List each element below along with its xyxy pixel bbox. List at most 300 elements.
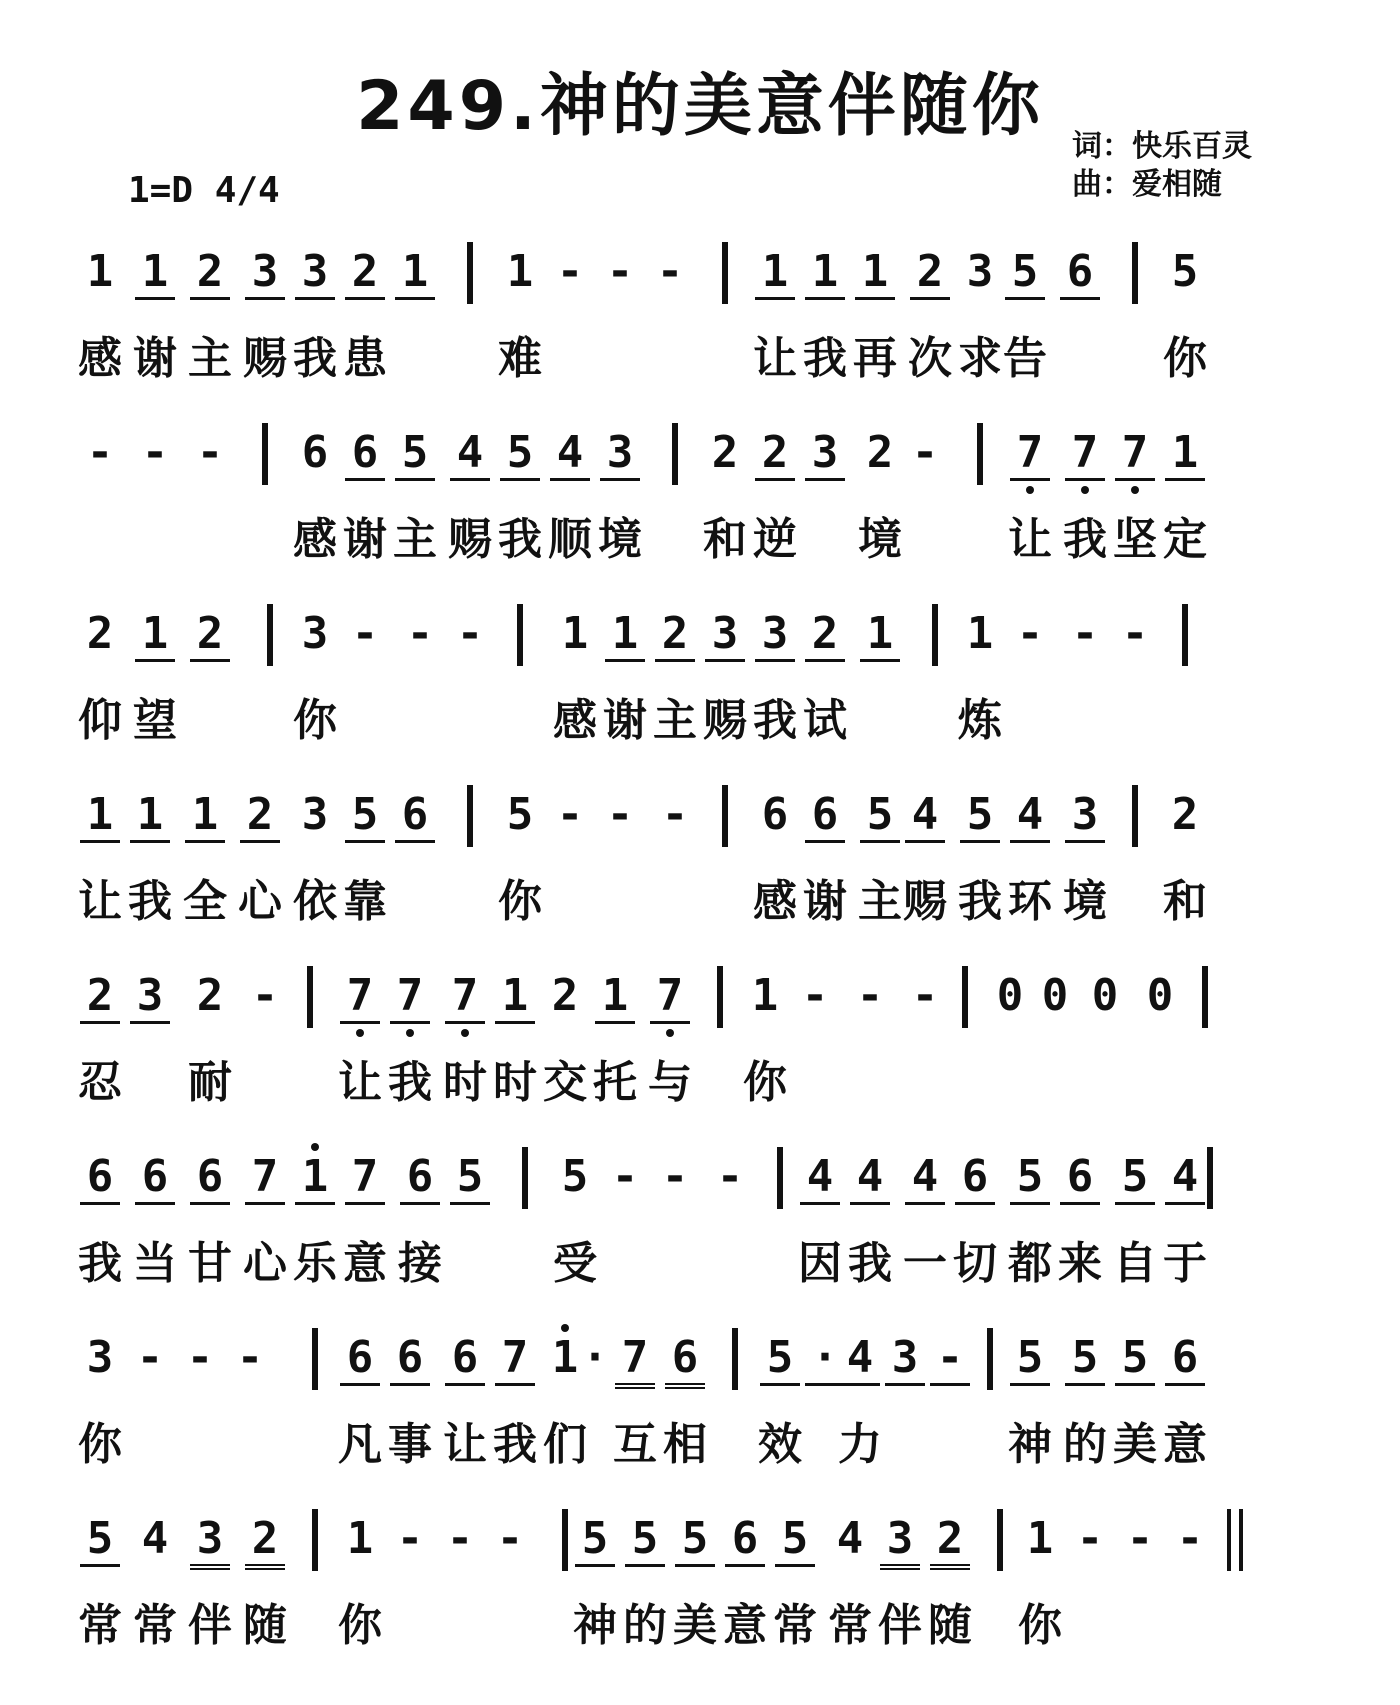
barline	[1202, 966, 1208, 1028]
barline	[467, 785, 473, 847]
dotted-rhythm: ·	[805, 1332, 845, 1386]
lyric-char: 谢	[343, 514, 387, 565]
notes-line	[86, 1328, 1340, 1398]
barline	[1132, 785, 1138, 847]
note: 2	[240, 789, 280, 843]
note: 2	[196, 970, 224, 1021]
note: 1	[855, 246, 895, 300]
note: 6	[1060, 1151, 1100, 1205]
low-octave-dot	[356, 1029, 364, 1037]
note: 4	[141, 1513, 169, 1564]
low-octave-dot	[666, 1029, 674, 1037]
sustain-dash: -	[606, 789, 634, 840]
note: 3	[301, 789, 329, 840]
sustain-dash: -	[556, 789, 584, 840]
notes-line	[86, 604, 1340, 674]
score-row	[86, 423, 1340, 604]
composer-credit: 曲：爱相随	[1072, 167, 1222, 202]
lyric-char: 难	[498, 333, 542, 384]
lyric-char: 心	[243, 1238, 287, 1289]
barline	[672, 423, 678, 485]
note: 6	[190, 1151, 230, 1205]
lyric-char: 一	[903, 1238, 947, 1289]
lyric-char: 神	[1008, 1419, 1052, 1470]
note: 6	[395, 789, 435, 843]
lyric-char: 炼	[958, 695, 1002, 746]
note: 5	[1010, 1151, 1050, 1205]
lyric-char: 美	[1113, 1419, 1157, 1470]
note: 5	[80, 1513, 120, 1567]
note: 6	[400, 1151, 440, 1205]
lyric-char: 力	[838, 1419, 882, 1470]
note: 3	[1065, 789, 1105, 843]
note: 2	[866, 427, 894, 478]
lyric-char: 次	[908, 333, 952, 384]
barline	[717, 966, 723, 1028]
lyric-char: 告	[1003, 333, 1047, 384]
sustain-dash: -	[456, 608, 484, 659]
lyric-char: 主	[858, 876, 902, 927]
barline	[1132, 242, 1138, 304]
lyric-char: 赐	[448, 514, 492, 565]
note: 3	[705, 608, 745, 662]
lyric-char: 主	[188, 333, 232, 384]
note: 5	[860, 789, 900, 843]
low-octave-dot	[461, 1029, 469, 1037]
note: 2	[190, 246, 230, 300]
barline	[977, 423, 983, 485]
barline	[1207, 1147, 1213, 1209]
lyric-char: 感	[553, 695, 597, 746]
note: 5	[960, 789, 1000, 843]
lyric-char: 受	[553, 1238, 597, 1289]
score-row	[78, 604, 1340, 785]
notes-line	[86, 423, 1340, 493]
lyric-char: 我	[388, 1057, 432, 1108]
lyric-char: 时	[443, 1057, 487, 1108]
credits	[1072, 128, 1252, 204]
note: 7	[445, 970, 485, 1024]
barline	[777, 1147, 783, 1209]
lyric-char: 我	[493, 1419, 537, 1470]
note: 5	[506, 789, 534, 840]
lyric-char: 你	[1018, 1600, 1062, 1651]
barline	[1182, 604, 1188, 666]
sustain-dash: -	[251, 970, 279, 1021]
note: 5	[675, 1513, 715, 1567]
key-time-signature: 1=D 4/4	[128, 170, 280, 211]
low-octave-dot	[1026, 486, 1034, 494]
lyric-char: 让	[1008, 514, 1052, 565]
note: 5	[450, 1151, 490, 1205]
lyric-char: 我	[958, 876, 1002, 927]
note: 0	[996, 970, 1024, 1021]
lyric-char: 谢	[603, 695, 647, 746]
note: 7	[245, 1151, 285, 1205]
lyric-char: 我	[128, 876, 172, 927]
low-octave-dot	[406, 1029, 414, 1037]
note: 5	[395, 427, 435, 481]
note: 7	[615, 1332, 655, 1389]
barline	[262, 423, 268, 485]
lyrics-line	[78, 1227, 1340, 1289]
sustain-dash: -	[606, 246, 634, 297]
lyric-char: 来	[1058, 1238, 1102, 1289]
sustain-dash: -	[661, 789, 689, 840]
note: 2	[711, 427, 739, 478]
note: 3	[301, 608, 329, 659]
lyric-char: 全	[183, 876, 227, 927]
lyric-char: 与	[648, 1057, 692, 1108]
note: 6	[1165, 1332, 1205, 1386]
lyric-char: 你	[743, 1057, 787, 1108]
lyrics-line	[78, 1589, 1340, 1651]
note: 1	[805, 246, 845, 300]
note: 2	[86, 608, 114, 659]
lyric-char: 神	[573, 1600, 617, 1651]
lyrics-line	[78, 684, 1340, 746]
sustain-dash: -	[406, 608, 434, 659]
lyric-char: 我	[293, 333, 337, 384]
lyric-char: 和	[703, 514, 747, 565]
lyric-char: 再	[853, 333, 897, 384]
lyric-char: 主	[653, 695, 697, 746]
lyric-char: 意	[343, 1238, 387, 1289]
note: 1	[185, 789, 225, 843]
lyric-char: 我	[848, 1238, 892, 1289]
sustain-dash: -	[196, 427, 224, 478]
lyric-char: 因	[798, 1238, 842, 1289]
note: 3	[130, 970, 170, 1024]
score-row	[78, 242, 1340, 423]
final-barline	[1227, 1509, 1231, 1571]
lyric-char: 交	[543, 1057, 587, 1108]
note: 1	[1026, 1513, 1054, 1564]
note: 7	[650, 970, 690, 1024]
sustain-dash: -	[141, 427, 169, 478]
note: 3	[966, 246, 994, 297]
song-title: 249.神的美意伴随你	[356, 67, 1044, 146]
lyric-char: 谢	[803, 876, 847, 927]
high-octave-dot	[561, 1324, 569, 1332]
sustain-dash: -	[1121, 608, 1149, 659]
note: 2	[910, 246, 950, 300]
sustain-dash: -	[661, 1151, 689, 1202]
note: 5	[561, 1151, 589, 1202]
note: 1	[86, 246, 114, 297]
lyric-char: 常	[78, 1600, 122, 1651]
lyrics-line	[78, 322, 1340, 384]
note: 3	[805, 427, 845, 481]
barline	[307, 966, 313, 1028]
sustain-dash: -	[556, 246, 584, 297]
lyric-char: 意	[1163, 1419, 1207, 1470]
note: 2	[930, 1513, 970, 1570]
score-row	[78, 785, 1340, 966]
notes-line	[86, 1147, 1340, 1217]
note: 1	[860, 608, 900, 662]
lyric-char: 感	[78, 333, 122, 384]
note: 7	[495, 1332, 535, 1386]
note: 0	[1091, 970, 1119, 1021]
note: 4	[836, 1513, 864, 1564]
lyric-char: 顺	[548, 514, 592, 565]
note: 5	[1115, 1332, 1155, 1386]
note: 6	[725, 1513, 765, 1567]
note: 3	[755, 608, 795, 662]
note: 4	[550, 427, 590, 481]
lyric-char: 靠	[343, 876, 387, 927]
sustain-dash: -	[396, 1513, 424, 1564]
sustain-dash: -	[186, 1332, 214, 1383]
note: 2	[755, 427, 795, 481]
note: 5	[1115, 1151, 1155, 1205]
note: 6	[301, 427, 329, 478]
low-octave-dot	[1081, 486, 1089, 494]
lyric-char: 随	[243, 1600, 287, 1651]
lyric-char: 仰	[78, 695, 122, 746]
note: 4	[800, 1151, 840, 1205]
note: 5	[1010, 1332, 1050, 1386]
lyrics-line	[78, 1408, 1340, 1470]
note: 7	[1065, 427, 1105, 481]
note: 2	[345, 246, 385, 300]
sustain-dash: -	[1126, 1513, 1154, 1564]
note: 6	[340, 1332, 380, 1386]
high-octave-dot	[311, 1143, 319, 1151]
lyric-char: 依	[293, 876, 337, 927]
barline	[932, 604, 938, 666]
note: 1	[395, 246, 435, 300]
note: 5	[1171, 246, 1199, 297]
note: 3	[245, 246, 285, 300]
lyric-char: 时	[493, 1057, 537, 1108]
sustain-dash: -	[656, 246, 684, 297]
note: 2	[551, 970, 579, 1021]
lyric-char: 托	[593, 1057, 637, 1108]
lyric-char: 我	[753, 695, 797, 746]
lyric-char: 望	[133, 695, 177, 746]
lyric-char: 感	[293, 514, 337, 565]
note: 6	[955, 1151, 995, 1205]
score-row	[78, 1509, 1340, 1690]
lyrics-line	[78, 1046, 1340, 1108]
lyric-char: 接	[398, 1238, 442, 1289]
sustain-dash: -	[611, 1151, 639, 1202]
note: 5	[575, 1513, 615, 1567]
barline	[722, 785, 728, 847]
note: 1	[595, 970, 635, 1024]
lyric-char: 互	[613, 1419, 657, 1470]
note: 6	[1060, 246, 1100, 300]
lyric-char: 心	[238, 876, 282, 927]
note: 6	[665, 1332, 705, 1389]
sustain-dash: -	[1071, 608, 1099, 659]
lyric-char: 赐	[703, 695, 747, 746]
sustain-dash: -	[496, 1513, 524, 1564]
note: 1	[506, 246, 534, 297]
lyric-char: 意	[723, 1600, 767, 1651]
lyric-char: 你	[78, 1419, 122, 1470]
note: 6	[80, 1151, 120, 1205]
barline	[522, 1147, 528, 1209]
note: 1	[1165, 427, 1205, 481]
notes-line	[86, 242, 1340, 312]
note: 3	[86, 1332, 114, 1383]
lyric-char: 切	[953, 1238, 997, 1289]
lyric-char: 和	[1163, 876, 1207, 927]
sustain-dash: -	[856, 970, 884, 1021]
note: 4	[450, 427, 490, 481]
note: 7	[345, 1151, 385, 1205]
note: 6	[390, 1332, 430, 1386]
note: 5	[760, 1332, 800, 1386]
notes-line	[86, 1509, 1340, 1579]
low-octave-dot	[1131, 486, 1139, 494]
lyric-char: 感	[753, 876, 797, 927]
sustain-dash: -	[911, 970, 939, 1021]
barline	[732, 1328, 738, 1390]
lyric-char: 的	[623, 1600, 667, 1651]
note: 1	[545, 1332, 585, 1383]
sustain-dash: -	[1176, 1513, 1204, 1564]
lyric-char: 你	[1163, 333, 1207, 384]
lyric-char: 试	[803, 695, 847, 746]
note: 1	[135, 246, 175, 300]
lyric-char: 赐	[243, 333, 287, 384]
note: 1	[755, 246, 795, 300]
score	[78, 242, 1340, 1690]
note: 7	[1010, 427, 1050, 481]
lyric-char: 坚	[1113, 514, 1157, 565]
score-row	[78, 1147, 1340, 1328]
note: 5	[775, 1513, 815, 1567]
barline	[722, 242, 728, 304]
lyric-char: 自	[1113, 1238, 1157, 1289]
barline	[312, 1509, 318, 1571]
barline	[517, 604, 523, 666]
notes-line	[86, 785, 1340, 855]
lyric-char: 的	[1063, 1419, 1107, 1470]
lyric-char: 常	[133, 1600, 177, 1651]
note: 5	[500, 427, 540, 481]
score-row	[78, 1328, 1340, 1509]
lyric-char: 让	[443, 1419, 487, 1470]
sustain-dash: -	[801, 970, 829, 1021]
note: 1	[135, 608, 175, 662]
lyric-char: 我	[498, 514, 542, 565]
note: 5	[345, 789, 385, 843]
lyric-char: 主	[393, 514, 437, 565]
lyric-char: 相	[663, 1419, 707, 1470]
lyric-char: 乐	[293, 1238, 337, 1289]
lyric-char: 让	[753, 333, 797, 384]
barline	[987, 1328, 993, 1390]
lyric-char: 效	[758, 1419, 802, 1470]
lyric-char: 我	[803, 333, 847, 384]
note: 1	[295, 1151, 335, 1205]
sustain-dash: -	[1076, 1513, 1104, 1564]
note: 2	[805, 608, 845, 662]
lyric-char: 常	[828, 1600, 872, 1651]
lyric-char: 事	[388, 1419, 432, 1470]
note: 7	[340, 970, 380, 1024]
note: 6	[445, 1332, 485, 1386]
lyric-char: 环	[1008, 876, 1052, 927]
note: 3	[600, 427, 640, 481]
note: 4	[905, 1151, 945, 1205]
sustain-dash: -	[351, 608, 379, 659]
note: 7	[390, 970, 430, 1024]
lyric-char: 逆	[753, 514, 797, 565]
lyric-char: 求	[958, 333, 1002, 384]
note: 2	[190, 608, 230, 662]
lyric-char: 我	[1063, 514, 1107, 565]
lyric-char: 赐	[903, 876, 947, 927]
note: 1	[605, 608, 645, 662]
note: 3	[880, 1513, 920, 1570]
sustain-dash: -	[236, 1332, 264, 1383]
note: 4	[1165, 1151, 1205, 1205]
note: 1	[966, 608, 994, 659]
note: 3	[885, 1332, 925, 1386]
note: 1	[751, 970, 779, 1021]
lyric-char: 让	[78, 876, 122, 927]
lyric-char: 凡	[338, 1419, 382, 1470]
notes-line	[86, 966, 1340, 1036]
lyric-char: 常	[773, 1600, 817, 1651]
lyric-char: 耐	[188, 1057, 232, 1108]
note: 7	[1115, 427, 1155, 481]
sustain-dash: -	[1016, 608, 1044, 659]
sustain-dash: -	[446, 1513, 474, 1564]
note: 2	[245, 1513, 285, 1570]
note: 3	[190, 1513, 230, 1570]
note: 5	[1065, 1332, 1105, 1386]
note: 4	[1010, 789, 1050, 843]
lyric-char: 伴	[188, 1600, 232, 1651]
lyric-char: 都	[1008, 1238, 1052, 1289]
note: 1	[346, 1513, 374, 1564]
note: 6	[805, 789, 845, 843]
lyric-char: 随	[928, 1600, 972, 1651]
note: 5	[1005, 246, 1045, 300]
lyric-char: 美	[673, 1600, 717, 1651]
barline	[267, 604, 273, 666]
note: 3	[295, 246, 335, 300]
lyric-char: 让	[338, 1057, 382, 1108]
note: 2	[80, 970, 120, 1024]
sustain-dash: -	[716, 1151, 744, 1202]
lyric-char: 谢	[133, 333, 177, 384]
sustain-dash: -	[136, 1332, 164, 1383]
lyric-char: 当	[133, 1238, 177, 1289]
sustain-dash: -	[911, 427, 939, 478]
lyrics-line	[100, 503, 1340, 563]
note: 2	[1171, 789, 1199, 840]
note: 6	[135, 1151, 175, 1205]
barline	[467, 242, 473, 304]
note: 0	[1041, 970, 1069, 1021]
note: 1	[561, 608, 589, 659]
dotted-rhythm: ·	[581, 1332, 609, 1383]
lyric-char: 伴	[878, 1600, 922, 1651]
lyric-char: 你	[293, 695, 337, 746]
note: 1	[130, 789, 170, 843]
barline	[562, 1509, 568, 1571]
note: 4	[850, 1151, 890, 1205]
barline	[997, 1509, 1003, 1571]
